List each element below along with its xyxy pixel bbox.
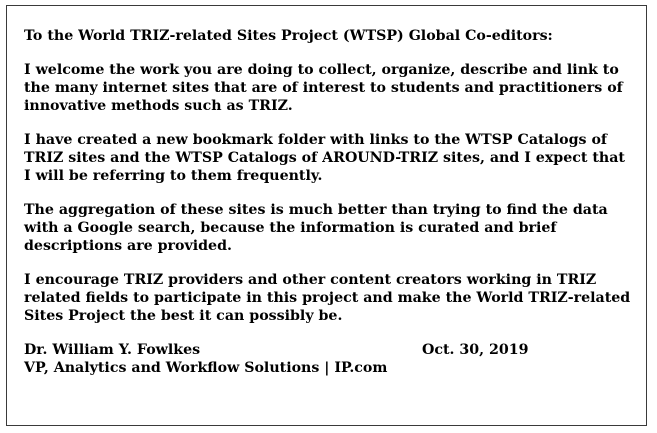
letter-body <box>24 27 634 377</box>
signature-line-2 <box>24 359 634 377</box>
letter-paragraph-3: The aggregation of these sites is much better than trying to find the data with a Google search, because the information is curated and brief descriptions are provided. <box>24 202 608 254</box>
letter-paragraph-2: I have created a new bookmark folder with links to the WTSP Catalogs of TRIZ sites and the WTSP Catalogs of AROUND-TRIZ sites, and I expect that I will be referring to them frequently. <box>24 132 625 184</box>
signer-name: Dr. William Y. Fowlkes <box>24 342 201 358</box>
signature-block <box>24 341 634 377</box>
signer-title: VP, Analytics and Workflow Solutions | IP.com <box>24 360 388 376</box>
letter-paragraph-1: I welcome the work you are doing to collect, organize, describe and link to the many internet sites that are of interest to students and practitioners of innovative methods such as TRIZ. <box>24 62 623 114</box>
letter-frame <box>6 5 647 426</box>
letter-date: Oct. 30, 2019 <box>422 342 529 358</box>
signature-line-1 <box>24 341 634 359</box>
letter-salutation: To the World TRIZ-related Sites Project (WTSP) Global Co-editors: <box>24 28 553 44</box>
letter-paragraph-4: I encourage TRIZ providers and other content creators working in TRIZ related fields to participate in this project and make the World TRIZ-related Sites Project the best it can possibly be. <box>24 272 631 324</box>
